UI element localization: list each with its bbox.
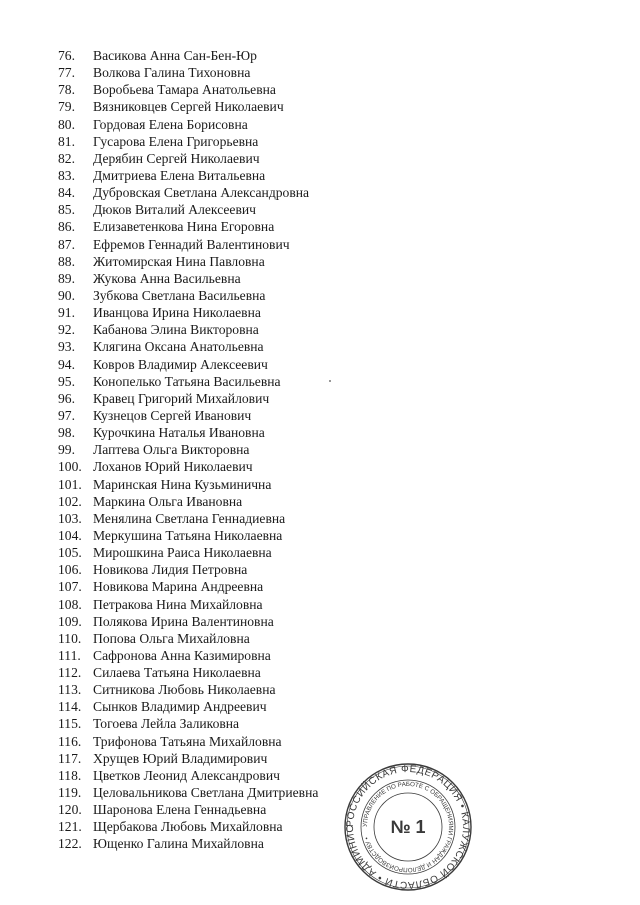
item-number: 91.: [58, 305, 75, 321]
item-number: 77.: [58, 65, 75, 81]
person-name: Трифонова Татьяна Михайловна: [93, 733, 282, 749]
seal-graphic: [343, 762, 473, 892]
item-number: 110.: [58, 630, 82, 646]
person-name: Гордовая Елена Борисовна: [93, 116, 248, 132]
list-item: [58, 304, 318, 321]
list-item: [58, 476, 318, 493]
person-name: Дерябин Сергей Николаевич: [93, 150, 260, 166]
item-number: 103.: [58, 510, 82, 526]
list-item: [58, 750, 318, 767]
list-item: [58, 390, 318, 407]
list-item: [58, 407, 318, 424]
item-number: 100.: [58, 459, 82, 475]
list-item: [58, 698, 318, 715]
person-name: Цветков Леонид Александрович: [93, 767, 280, 783]
seal-inner-text: УПРАВЛЕНИЕ ПО РАБОТЕ С ОБРАЩЕНИЯМИ ГРАЖДАН И ДЕЛОПРОИЗВОДСТВУ •: [361, 780, 455, 874]
person-name: Воробьева Тамара Анатольевна: [93, 82, 276, 98]
item-number: 83.: [58, 167, 75, 183]
person-name: Новикова Лидия Петровна: [93, 562, 248, 578]
list-item: [58, 630, 318, 647]
list-item: [58, 441, 318, 458]
person-name: Щербакова Любовь Михайловна: [93, 819, 283, 835]
item-number: 95.: [58, 373, 75, 389]
person-name: Иванцова Ирина Николаевна: [93, 305, 261, 321]
item-number: 99.: [58, 442, 75, 458]
item-number: 117.: [58, 750, 82, 766]
list-item: [58, 287, 318, 304]
scan-speck: [329, 380, 331, 382]
person-name: Дмитриева Елена Витальевна: [93, 167, 266, 183]
item-number: 93.: [58, 339, 75, 355]
list-item: [58, 218, 318, 235]
list-item: [58, 733, 318, 750]
person-name: Сынков Владимир Андреевич: [93, 699, 267, 715]
item-number: 97.: [58, 407, 75, 423]
seal-number: № 1: [390, 817, 426, 837]
list-item: [58, 784, 318, 801]
list-item: [58, 613, 318, 630]
person-name: Вязниковцев Сергей Николаевич: [93, 99, 284, 115]
person-name: Кравец Григорий Михайлович: [93, 390, 270, 406]
item-number: 115.: [58, 716, 82, 732]
list-item: [58, 167, 318, 184]
person-name: Маринская Нина Кузьминична: [93, 476, 272, 492]
list-item: [58, 801, 318, 818]
item-number: 101.: [58, 476, 82, 492]
item-number: 118.: [58, 767, 82, 783]
list-item: [58, 527, 318, 544]
item-number: 109.: [58, 613, 82, 629]
list-item: [58, 493, 318, 510]
list-item: [58, 321, 318, 338]
official-seal-stamp: [343, 762, 473, 892]
item-number: 114.: [58, 699, 82, 715]
list-item: [58, 81, 318, 98]
item-number: 80.: [58, 116, 75, 132]
person-name: Попова Ольга Михайловна: [93, 630, 250, 646]
item-number: 76.: [58, 48, 75, 63]
item-number: 79.: [58, 99, 75, 115]
item-number: 88.: [58, 253, 75, 269]
item-number: 104.: [58, 527, 82, 543]
list-item: [58, 578, 318, 595]
item-number: 90.: [58, 287, 75, 303]
person-name: Зубкова Светлана Васильевна: [93, 287, 266, 303]
list-item: [58, 510, 318, 527]
person-name: Дубровская Светлана Александровна: [93, 185, 310, 201]
person-name: Хрущев Юрий Владимирович: [93, 750, 268, 766]
list-item: [58, 253, 318, 270]
list-item: [58, 835, 318, 852]
person-name: Жукова Анна Васильевна: [93, 270, 241, 286]
person-name: Житомирская Нина Павловна: [93, 253, 265, 269]
item-number: 111.: [58, 647, 81, 663]
item-number: 85.: [58, 202, 75, 218]
list-item: [58, 98, 318, 115]
person-name: Новикова Марина Андреевна: [93, 579, 264, 595]
list-item: [58, 647, 318, 664]
item-number: 119.: [58, 785, 82, 801]
list-item: [58, 767, 318, 784]
person-name: Целовальникова Светлана Дмитриевна: [93, 785, 319, 801]
item-number: 92.: [58, 322, 75, 338]
person-name: Кузнецов Сергей Иванович: [93, 407, 252, 423]
list-item: [58, 373, 318, 390]
list-item: [58, 715, 318, 732]
person-name: Ющенко Галина Михайловна: [93, 836, 264, 852]
item-number: 89.: [58, 270, 75, 286]
item-number: 84.: [58, 185, 75, 201]
seal-outer-text: РОССИЙСКАЯ ФЕДЕРАЦИЯ • КАЛУЖСКОЙ ОБЛАСТИ • АДМИНИС: [344, 763, 472, 891]
list-item: [58, 424, 318, 441]
list-item: [58, 338, 318, 355]
person-name: Васикова Анна Сан-Бен-Юр: [93, 48, 257, 63]
person-name: Кабанова Элина Викторовна: [93, 322, 259, 338]
list-item: [58, 64, 318, 81]
item-number: 113.: [58, 682, 82, 698]
person-name: Гусарова Елена Григорьевна: [93, 133, 259, 149]
person-name: Лоханов Юрий Николаевич: [93, 459, 253, 475]
list-item: [58, 544, 318, 561]
person-name: Меркушина Татьяна Николаевна: [93, 527, 283, 543]
person-name: Сафронова Анна Казимировна: [93, 647, 271, 663]
list-item: [58, 116, 318, 133]
person-name: Менялина Светлана Геннадиевна: [93, 510, 286, 526]
list-item: [58, 133, 318, 150]
person-name: Курочкина Наталья Ивановна: [93, 425, 265, 441]
name-list: [58, 47, 318, 853]
person-name: Тогоева Лейла Заликовна: [93, 716, 240, 732]
item-number: 102.: [58, 493, 82, 509]
person-name: Ефремов Геннадий Валентинович: [93, 236, 290, 252]
person-name: Ситникова Любовь Николаевна: [93, 682, 276, 698]
person-name: Елизаветенкова Нина Егоровна: [93, 219, 275, 235]
person-name: Клягина Оксана Анатольевна: [93, 339, 264, 355]
item-number: 81.: [58, 133, 75, 149]
list-item: [58, 184, 318, 201]
list-item: [58, 681, 318, 698]
item-number: 98.: [58, 425, 75, 441]
item-number: 121.: [58, 819, 82, 835]
list-item: [58, 236, 318, 253]
list-item: [58, 47, 318, 64]
person-name: Конопелько Татьяна Васильевна: [93, 373, 281, 389]
item-number: 105.: [58, 545, 82, 561]
list-item: [58, 270, 318, 287]
list-item: [58, 818, 318, 835]
list-item: [58, 458, 318, 475]
item-number: 116.: [58, 733, 82, 749]
item-number: 122.: [58, 836, 82, 852]
item-number: 82.: [58, 150, 75, 166]
person-name: Полякова Ирина Валентиновна: [93, 613, 274, 629]
list-item: [58, 596, 318, 613]
item-number: 87.: [58, 236, 75, 252]
item-number: 107.: [58, 579, 82, 595]
item-number: 108.: [58, 596, 82, 612]
item-number: 106.: [58, 562, 82, 578]
person-name: Дюков Виталий Алексеевич: [93, 202, 256, 218]
person-name: Ковров Владимир Алексеевич: [93, 356, 268, 372]
person-name: Мирошкина Раиса Николаевна: [93, 545, 272, 561]
person-name: Шаронова Елена Геннадьевна: [93, 802, 267, 818]
person-name: Силаева Татьяна Николаевна: [93, 665, 261, 681]
list-item: [58, 201, 318, 218]
person-name: Петракова Нина Михайловна: [93, 596, 263, 612]
person-name: Маркина Ольга Ивановна: [93, 493, 243, 509]
item-number: 94.: [58, 356, 75, 372]
list-item: [58, 150, 318, 167]
list-item: [58, 356, 318, 373]
person-name: Лаптева Ольга Викторовна: [93, 442, 250, 458]
item-number: 86.: [58, 219, 75, 235]
list-item: [58, 664, 318, 681]
item-number: 120.: [58, 802, 82, 818]
item-number: 112.: [58, 665, 82, 681]
item-number: 78.: [58, 82, 75, 98]
item-number: 96.: [58, 390, 75, 406]
person-name: Волкова Галина Тихоновна: [93, 65, 251, 81]
list-item: [58, 561, 318, 578]
